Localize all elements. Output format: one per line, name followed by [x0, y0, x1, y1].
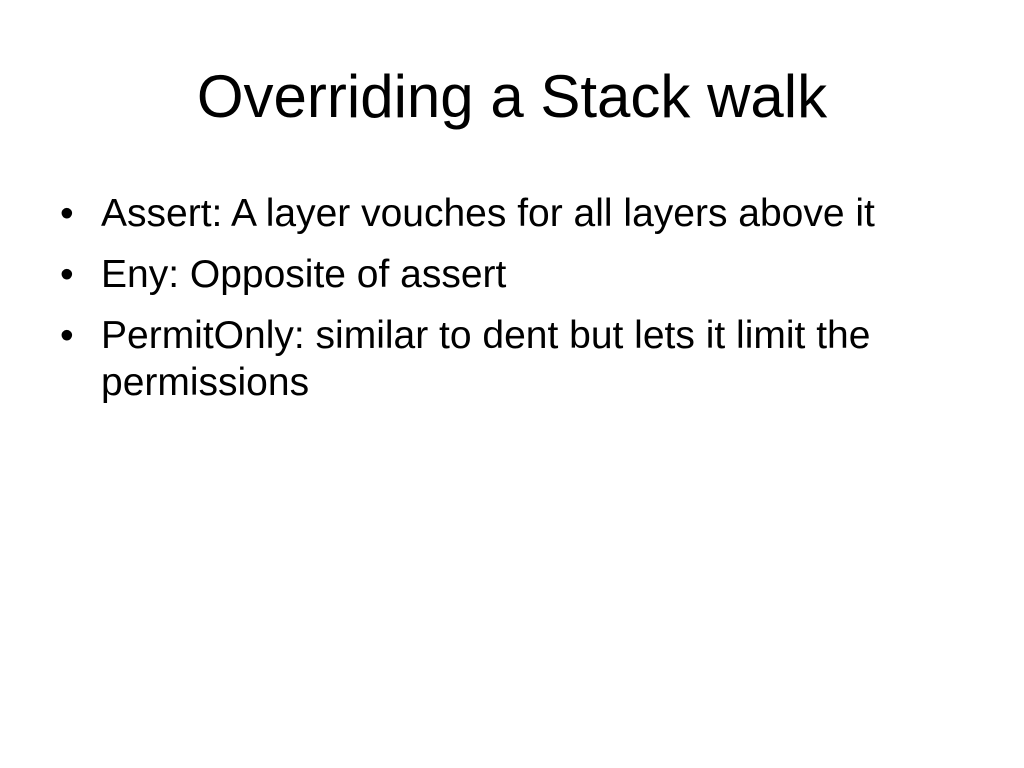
bullet-item-eny	[60, 251, 960, 298]
bullet-marker: •	[60, 192, 74, 235]
bullet-item-permitonly	[60, 312, 960, 406]
bullet-list	[60, 190, 960, 420]
bullet-marker: •	[60, 314, 74, 357]
slide-title: Overriding a Stack walk	[196, 63, 828, 130]
bullet-text: PermitOnly: similar to dent but lets it limit the permissions	[101, 314, 871, 404]
bullet-text: Eny: Opposite of assert	[101, 253, 507, 296]
bullet-text: Assert: A layer vouches for all layers above it	[101, 192, 875, 235]
bullet-marker: •	[60, 253, 74, 296]
bullet-item-assert	[60, 190, 960, 237]
